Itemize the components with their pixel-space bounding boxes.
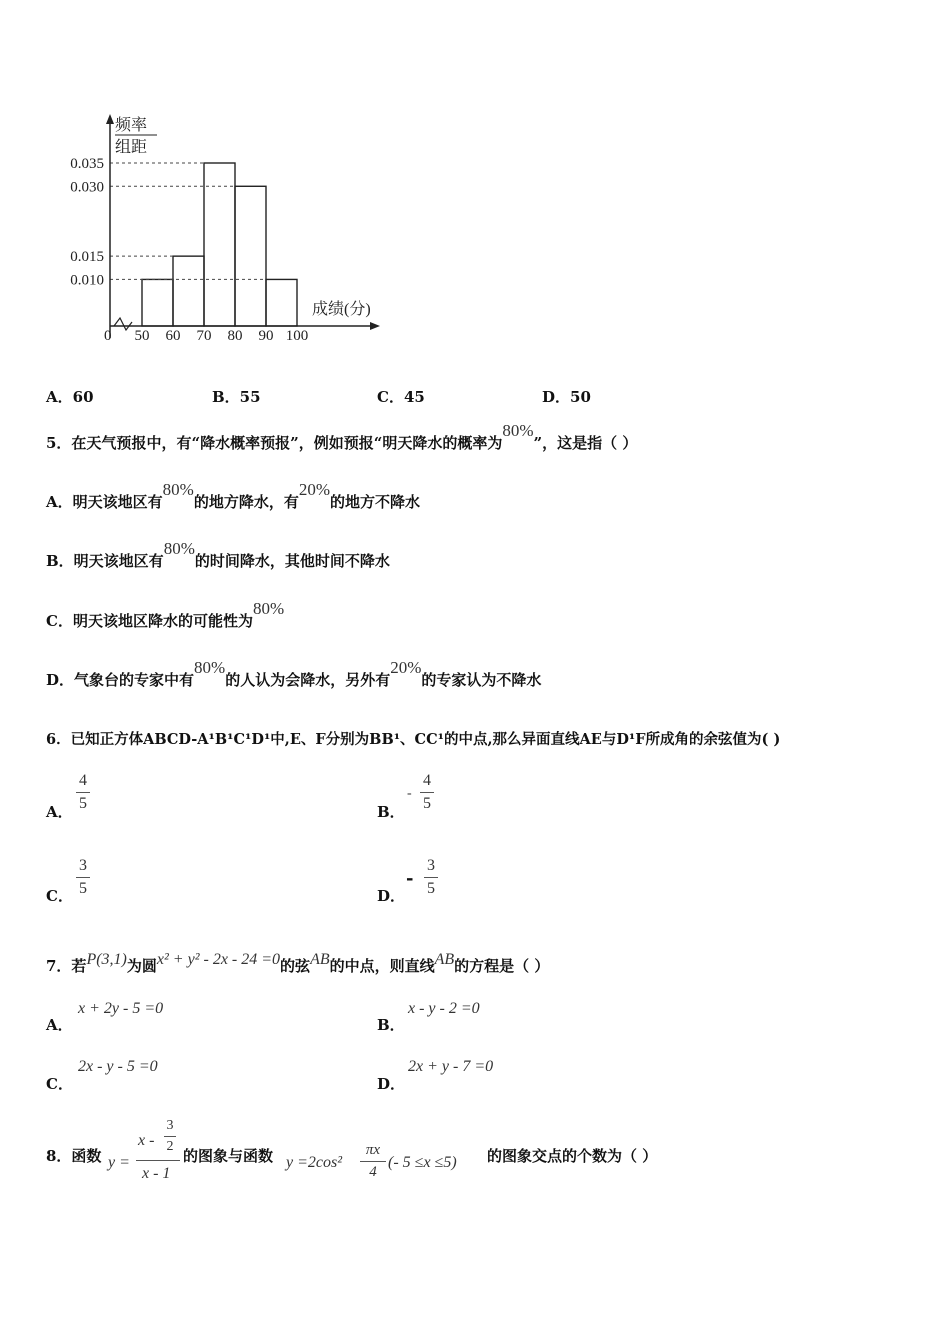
y-tick-label: 0.010 xyxy=(70,272,104,289)
q7-option-a-label[interactable]: A． xyxy=(46,1016,73,1034)
x-tick-label: 60 xyxy=(165,328,181,344)
q5-option-c[interactable]: C．明天该地区降水的可能性为80% xyxy=(46,599,285,630)
q6-stem: 6．已知正方体ABCD-A¹B¹C¹D¹中,E、F分别为BB¹、CC¹的中点,那么异面直线AE与D¹F所成角的余弦值为( ) xyxy=(46,731,781,748)
q7-option-d-equation: 2x + y - 7 =0 xyxy=(408,1058,494,1075)
q7-option-c-label[interactable]: C． xyxy=(46,1075,73,1093)
q7-circle-equation: x² + y² - 2x - 24 =0 xyxy=(156,951,281,968)
x-tick-label: 90 xyxy=(258,328,274,344)
q6-option-b-fraction: 4 5 xyxy=(420,772,434,813)
histogram-bar-90 xyxy=(266,279,297,326)
x-tick-label: 50 xyxy=(134,328,150,344)
y-label-bottom: 组距 xyxy=(115,139,148,156)
q8-pre: 8．函数 xyxy=(46,1147,102,1165)
q7-point: P(3,1) xyxy=(86,951,127,968)
q6-option-b-sign: - xyxy=(407,786,412,801)
q8-y-eq: y = xyxy=(108,1154,130,1171)
q6-option-c-label[interactable]: C． xyxy=(46,887,73,905)
q8-mid: 的图象与函数 xyxy=(183,1147,274,1165)
y-label-top: 频率 xyxy=(115,117,148,134)
q7-option-d-label[interactable]: D． xyxy=(377,1075,406,1093)
q4-option-a[interactable]: A．60 xyxy=(46,388,94,406)
q7-option-b-equation: x - y - 2 =0 xyxy=(408,1000,480,1017)
y-tick-label: 0.030 xyxy=(70,179,104,196)
q4-option-b[interactable]: B．55 xyxy=(212,388,261,406)
q8-range: (- 5 ≤x ≤5) xyxy=(388,1154,457,1171)
q6-option-a-label[interactable]: A． xyxy=(46,803,73,821)
q8-function-2: y =2cos² xyxy=(286,1154,343,1171)
q5-option-b[interactable]: B．明天该地区有80%的时间降水，其他时间不降水 xyxy=(46,539,390,570)
histogram-bar-60 xyxy=(173,256,204,326)
q7-option-a-equation: x + 2y - 5 =0 xyxy=(78,1000,164,1017)
q5-stem-pct: 80% xyxy=(502,421,534,440)
x-axis-arrow xyxy=(370,322,380,330)
q5-stem-pre: 5．在天气预报中，有“降水概率预报”，例如预报“明天降水的概率为 xyxy=(46,434,503,452)
q8-fraction-1: x - 3 2 x - 1 xyxy=(134,1118,180,1186)
x-tick-label: 70 xyxy=(196,328,212,344)
x-tick-label: 80 xyxy=(227,328,243,344)
q5-option-a[interactable]: A．明天该地区有80%的地方降水，有20%的地方不降水 xyxy=(46,480,421,511)
q6-option-d-sign: - xyxy=(406,868,414,889)
axis-break-mark xyxy=(114,318,132,330)
x-tick-label: 100 xyxy=(285,328,309,344)
y-axis-arrow xyxy=(106,114,114,124)
q5-option-d[interactable]: D．气象台的专家中有80%的人认为会降水，另外有20%的专家认为不降水 xyxy=(46,658,542,689)
histogram-bar-80 xyxy=(235,186,266,326)
q4-option-d[interactable]: D．50 xyxy=(542,388,591,406)
frequency-histogram xyxy=(40,108,400,358)
q5-stem-post: ”，这是指（ ） xyxy=(533,434,638,452)
q4-option-c[interactable]: C．45 xyxy=(377,388,425,406)
q8-fraction-2: πx 4 xyxy=(360,1142,386,1181)
q6-option-c-fraction: 3 5 xyxy=(76,857,90,898)
q7-stem: 7．若P(3,1)为圆x² + y² - 2x - 24 =0的弦AB的中点，则直线AB的方程是（ ） xyxy=(46,951,550,975)
q5-stem xyxy=(46,421,638,453)
histogram-bar-70 xyxy=(204,163,235,326)
y-tick-label: 0.035 xyxy=(70,156,104,172)
q6-option-a-fraction: 4 5 xyxy=(76,772,90,813)
q6-option-d-label[interactable]: D． xyxy=(377,887,406,905)
q8-post: 的图象交点的个数为（ ） xyxy=(487,1147,658,1165)
q6-option-b-label[interactable]: B． xyxy=(377,803,405,821)
q6-option-d-fraction: 3 5 xyxy=(424,857,438,898)
histogram-bar-50 xyxy=(142,279,173,326)
q7-option-c-equation: 2x - y - 5 =0 xyxy=(78,1058,158,1075)
x-axis-label: 成绩(分) xyxy=(312,301,371,318)
q7-option-b-label[interactable]: B． xyxy=(377,1016,405,1034)
origin-label: 0 xyxy=(104,328,112,344)
y-tick-label: 0.015 xyxy=(70,249,104,266)
